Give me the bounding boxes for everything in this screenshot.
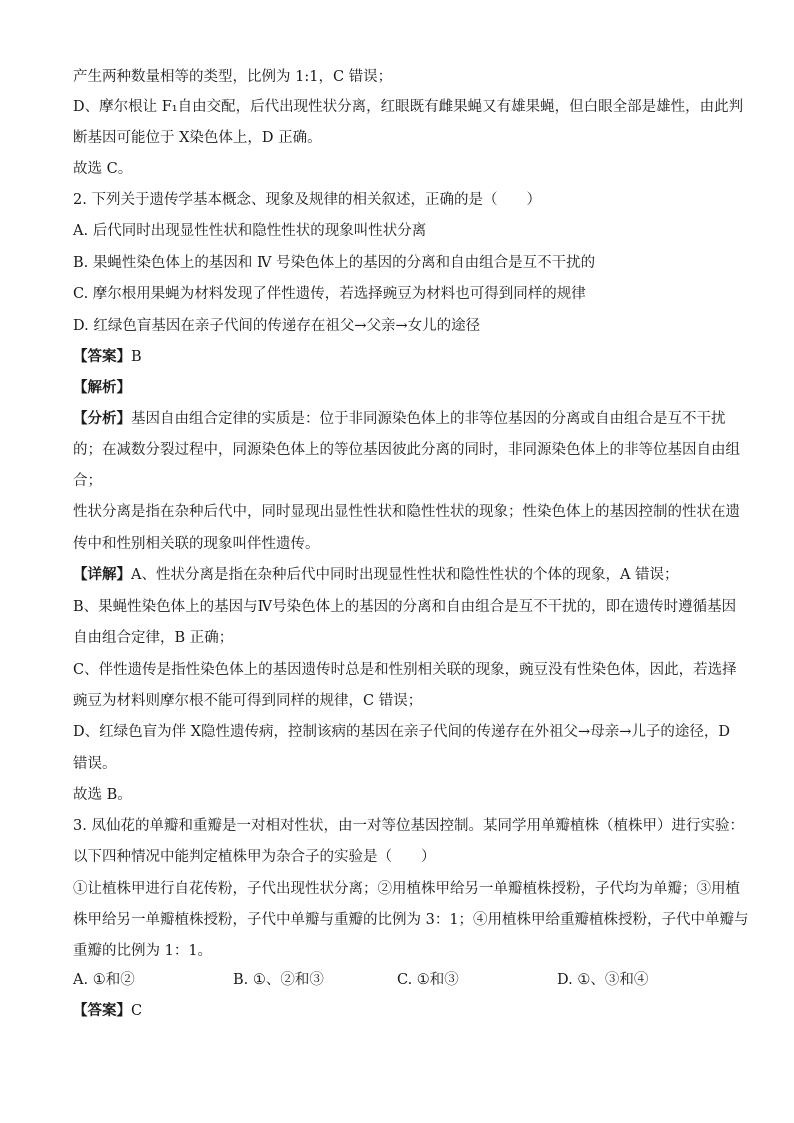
section-label: 【分析】 <box>73 410 131 427</box>
section-label: 【详解】 <box>73 566 131 583</box>
text-line <box>73 128 322 148</box>
text-line <box>73 910 749 930</box>
line-text: D. 红绿色盲基因在亲子代间的传递存在祖父→父亲→女儿的途径 <box>73 318 481 334</box>
text-line <box>73 409 726 429</box>
line-text: 株甲给另一单瓣植株授粉，子代中单瓣与重瓣的比例为 3：1；④用植株甲给重瓣植株授粉，子代中单瓣与 <box>73 912 749 928</box>
text-line <box>73 159 132 179</box>
line-text: 的；在减数分裂过程中，同源染色体上的等位基因彼此分离的同时，非同源染色体上的非等位基因自由组 <box>73 442 740 458</box>
line-text: B、果蝇性染色体上的基因与Ⅳ号染色体上的基因的分离和自由组合是互不干扰的，即在遗传时遵循基因 <box>73 599 737 615</box>
text-line <box>73 221 426 241</box>
text-line <box>73 879 740 899</box>
text-line <box>73 628 233 648</box>
section-label: 【解析】 <box>73 379 131 396</box>
text-line <box>73 722 730 742</box>
line-text: A、性状分离是指在杂种后代中同时出现显性性状和隐性性状的个体的现象，A 错误； <box>131 567 679 583</box>
text-line <box>73 597 736 617</box>
text-line <box>73 67 392 87</box>
line-text: 故选 C。 <box>73 161 133 177</box>
line-text: 故选 B。 <box>73 787 132 803</box>
line-text: 合； <box>73 473 102 489</box>
answer-line <box>73 1001 142 1021</box>
line-text: 3. 凤仙花的单瓣和重瓣是一对相对性状，由一对等位基因控制。某同学用单瓣植株（植株甲）进行实验： <box>73 818 744 834</box>
text-line <box>73 253 595 273</box>
text-line <box>73 660 737 680</box>
text-line <box>73 284 586 304</box>
text-line <box>73 190 541 210</box>
text-line <box>73 565 679 585</box>
line-text: C. 摩尔根用果蝇为材料发现了伴性遗传，若选择豌豆为材料也可得到同样的规律 <box>73 286 586 302</box>
section-label: 【答案】 <box>73 348 131 365</box>
line-text: 豌豆为材料则摩尔根不能可得到同样的规律，C 错误； <box>73 693 423 709</box>
line-text: D、红绿色盲为伴 X隐性遗传病，控制该病的基因在亲子代间的传递存在外祖父→母亲→儿子的途径，D <box>73 724 730 740</box>
text-line <box>73 691 422 711</box>
text-line <box>73 941 212 961</box>
line-text: C、伴性遗传是指性染色体上的基因遗传时总是和性别相关联的现象，豌豆没有性染色体，因此，若选择 <box>73 662 737 678</box>
option-d: D. ①、③和④ <box>557 972 649 988</box>
line-text: 重瓣的比例为 1：1。 <box>73 943 213 959</box>
text-line <box>73 754 117 774</box>
text-line <box>73 847 436 867</box>
text-line <box>73 816 744 836</box>
text-line <box>73 378 131 398</box>
line-text: B <box>131 349 142 365</box>
line-text: 性状分离是指在杂种后代中，同时显现出显性性状和隐性性状的现象；性染色体上的基因控制的性状在遗 <box>73 504 740 520</box>
line-text: 传中和性别相关联的现象叫伴性遗传。 <box>73 536 320 552</box>
line-text: ①让植株甲进行自花传粉，子代出现性状分离；②用植株甲给另一单瓣植株授粉，子代均为单瓣；③用植 <box>73 881 740 897</box>
line-text: 断基因可能位于 X染色体上，D 正确。 <box>73 130 322 146</box>
line-text: 错误。 <box>73 756 117 772</box>
line-text: A. 后代同时出现显性性状和隐性性状的现象叫性状分离 <box>73 223 427 239</box>
text-line <box>73 785 132 805</box>
text-line <box>73 502 740 522</box>
text-line <box>73 471 102 491</box>
text-line <box>73 534 320 554</box>
line-text: 2. 下列关于遗传学基本概念、现象及规律的相关叙述，正确的是（ ） <box>73 192 541 208</box>
option-a: A. ①和② <box>73 972 135 988</box>
line-text: 自由组合定律，B 正确； <box>73 630 234 646</box>
text-line <box>73 347 142 367</box>
line-text: D、摩尔根让 F₁自由交配，后代出现性状分离，红眼既有雌果蝇又有雄果蝇，但白眼全部是雄性，由此判 <box>73 99 744 115</box>
line-text: 以下四种情况中能判定植株甲为杂合子的实验是（ ） <box>73 849 436 865</box>
answer-text: C <box>131 1003 143 1019</box>
option-c: C. ①和③ <box>397 972 459 988</box>
line-text: 基因自由组合定律的实质是：位于非同源染色体上的非等位基因的分离或自由组合是互不干扰 <box>131 411 726 427</box>
line-text: B. 果蝇性染色体上的基因和 Ⅳ 号染色体上的基因的分离和自由组合是互不干扰的 <box>73 255 596 271</box>
text-line <box>73 316 480 336</box>
text-line <box>73 440 740 460</box>
line-text: 产生两种数量相等的类型，比例为 1:1，C 错误； <box>73 69 393 85</box>
text-line <box>73 97 743 117</box>
option-b: B. ①、②和③ <box>233 972 324 988</box>
answer-label: 【答案】 <box>73 1002 131 1019</box>
